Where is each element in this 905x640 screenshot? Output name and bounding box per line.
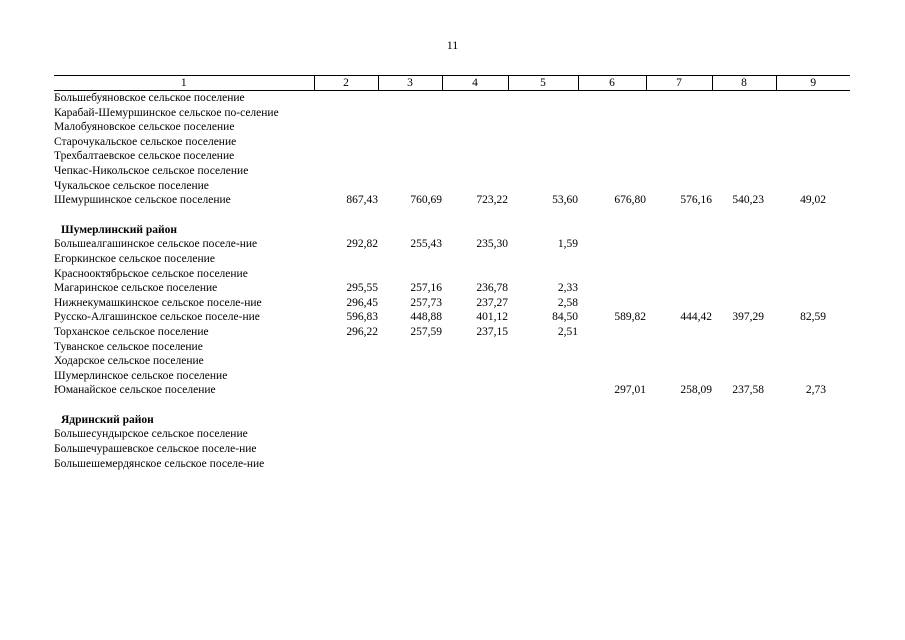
value-cell-col-2 bbox=[314, 135, 378, 150]
value-cell-col-5 bbox=[508, 135, 578, 150]
value-cell-col-4: 723,22 bbox=[476, 194, 508, 207]
table-row bbox=[54, 120, 850, 135]
value-cell-col-2 bbox=[314, 354, 378, 369]
value-cell-col-3 bbox=[378, 442, 442, 457]
value-cell-col-3 bbox=[378, 135, 442, 150]
table-row bbox=[54, 442, 850, 457]
value-cell-col-8: 397,29 bbox=[732, 311, 764, 324]
value-cell-col-8 bbox=[712, 354, 776, 369]
settlement-name: Торханское сельское поселение bbox=[54, 325, 209, 338]
value-cell-col-7 bbox=[646, 325, 712, 340]
value-cell-col-8 bbox=[712, 106, 776, 121]
value-cell-col-4 bbox=[442, 354, 508, 369]
value-cell-col-5 bbox=[508, 369, 578, 384]
table-row bbox=[54, 91, 850, 106]
value-cell-col-8 bbox=[712, 457, 776, 472]
value-cell-col-2: 292,82 bbox=[346, 238, 378, 251]
value-cell-col-8 bbox=[712, 164, 776, 179]
value-cell-col-9 bbox=[776, 135, 850, 150]
table-row bbox=[54, 383, 850, 398]
value-cell-col-9 bbox=[776, 179, 850, 194]
district-heading-row bbox=[54, 208, 850, 238]
value-cell-col-9 bbox=[776, 354, 850, 369]
value-cell-col-9 bbox=[776, 237, 850, 252]
value-cell-col-5 bbox=[508, 442, 578, 457]
value-cell-col-9 bbox=[776, 91, 850, 106]
value-cell-col-9 bbox=[776, 164, 850, 179]
value-cell-col-7: 444,42 bbox=[680, 311, 712, 324]
value-cell-col-5 bbox=[508, 457, 578, 472]
value-cell-col-3 bbox=[378, 106, 442, 121]
value-cell-col-6 bbox=[578, 296, 646, 311]
table-row bbox=[54, 354, 850, 369]
value-cell-col-5 bbox=[508, 427, 578, 442]
value-cell-col-4 bbox=[442, 252, 508, 267]
value-cell-col-3 bbox=[378, 149, 442, 164]
value-cell-col-5 bbox=[508, 252, 578, 267]
value-cell-col-5 bbox=[508, 340, 578, 355]
settlement-name: Чепкас-Никольское сельское поселение bbox=[54, 164, 249, 177]
value-cell-col-4 bbox=[442, 369, 508, 384]
value-cell-col-4 bbox=[442, 179, 508, 194]
value-cell-col-3: 257,73 bbox=[410, 296, 442, 309]
settlement-name: Ходарское сельское поселение bbox=[54, 355, 204, 368]
value-cell-col-5 bbox=[508, 91, 578, 106]
value-cell-col-2 bbox=[314, 267, 378, 282]
value-cell-col-4 bbox=[442, 383, 508, 398]
value-cell-col-9 bbox=[776, 106, 850, 121]
value-cell-col-2: 296,22 bbox=[346, 325, 378, 338]
value-cell-col-8 bbox=[712, 179, 776, 194]
value-cell-col-6: 297,01 bbox=[614, 384, 646, 397]
settlement-name: Чукальское сельское поселение bbox=[54, 179, 209, 192]
value-cell-col-7 bbox=[646, 149, 712, 164]
column-header-9: 9 bbox=[776, 76, 850, 91]
value-cell-col-6 bbox=[578, 120, 646, 135]
value-cell-col-8 bbox=[712, 149, 776, 164]
value-cell-col-3 bbox=[378, 369, 442, 384]
value-cell-col-6 bbox=[578, 252, 646, 267]
table-body bbox=[54, 91, 850, 472]
settlement-name: Юманайское сельское поселение bbox=[54, 384, 216, 397]
value-cell-col-4: 237,27 bbox=[476, 296, 508, 309]
value-cell-col-4 bbox=[442, 427, 508, 442]
value-cell-col-3: 257,59 bbox=[410, 325, 442, 338]
table-row bbox=[54, 325, 850, 340]
value-cell-col-3 bbox=[378, 91, 442, 106]
value-cell-col-7 bbox=[646, 179, 712, 194]
settlement-name: Малобуяновское сельское поселение bbox=[54, 121, 235, 134]
value-cell-col-2 bbox=[314, 427, 378, 442]
table-row bbox=[54, 281, 850, 296]
settlement-name: Краснооктябрьское сельское поселение bbox=[54, 267, 248, 280]
table-row bbox=[54, 267, 850, 282]
value-cell-col-8 bbox=[712, 237, 776, 252]
column-header-1: 1 bbox=[54, 76, 314, 91]
value-cell-col-6 bbox=[578, 106, 646, 121]
value-cell-col-2: 596,83 bbox=[346, 311, 378, 324]
table-row bbox=[54, 310, 850, 325]
value-cell-col-8 bbox=[712, 135, 776, 150]
value-cell-col-4: 401,12 bbox=[476, 311, 508, 324]
value-cell-col-6 bbox=[578, 354, 646, 369]
table-row bbox=[54, 296, 850, 311]
value-cell-col-9 bbox=[776, 340, 850, 355]
value-cell-col-2 bbox=[314, 442, 378, 457]
value-cell-col-6 bbox=[578, 427, 646, 442]
table-row bbox=[54, 179, 850, 194]
value-cell-col-5: 53,60 bbox=[552, 194, 578, 207]
value-cell-col-8: 237,58 bbox=[732, 384, 764, 397]
value-cell-col-9 bbox=[776, 296, 850, 311]
settlement-name: Туванское сельское поселение bbox=[54, 340, 203, 353]
value-cell-col-6 bbox=[578, 369, 646, 384]
table-row bbox=[54, 149, 850, 164]
value-cell-col-5: 2,51 bbox=[557, 325, 578, 338]
value-cell-col-8 bbox=[712, 369, 776, 384]
value-cell-col-7 bbox=[646, 281, 712, 296]
column-header-4: 4 bbox=[442, 76, 508, 91]
value-cell-col-5 bbox=[508, 164, 578, 179]
value-cell-col-6 bbox=[578, 91, 646, 106]
value-cell-col-9 bbox=[776, 267, 850, 282]
table-row bbox=[54, 237, 850, 252]
value-cell-col-9 bbox=[776, 281, 850, 296]
value-cell-col-2 bbox=[314, 383, 378, 398]
value-cell-col-6 bbox=[578, 179, 646, 194]
value-cell-col-8 bbox=[712, 340, 776, 355]
value-cell-col-6 bbox=[578, 237, 646, 252]
settlement-name: Шумерлинское сельское поселение bbox=[54, 369, 228, 382]
value-cell-col-3 bbox=[378, 340, 442, 355]
value-cell-col-7 bbox=[646, 237, 712, 252]
value-cell-col-7 bbox=[646, 164, 712, 179]
value-cell-col-5 bbox=[508, 106, 578, 121]
settlement-name: Большешемердянское сельское поселе-ние bbox=[54, 457, 265, 470]
settlement-name: Карабай-Шемуршинское сельское по-селение bbox=[54, 106, 279, 119]
value-cell-col-9: 2,73 bbox=[805, 384, 826, 397]
value-cell-col-4: 237,15 bbox=[476, 325, 508, 338]
header-row bbox=[54, 76, 850, 91]
value-cell-col-6: 676,80 bbox=[614, 194, 646, 207]
value-cell-col-3: 448,88 bbox=[410, 311, 442, 324]
value-cell-col-6 bbox=[578, 149, 646, 164]
value-cell-col-7 bbox=[646, 340, 712, 355]
table-row bbox=[54, 252, 850, 267]
value-cell-col-3 bbox=[378, 267, 442, 282]
value-cell-col-7 bbox=[646, 296, 712, 311]
value-cell-col-7 bbox=[646, 457, 712, 472]
settlement-name: Нижнекумашкинское сельское поселе-ние bbox=[54, 296, 262, 309]
value-cell-col-9 bbox=[776, 442, 850, 457]
settlement-name: Большеалгашинское сельское поселе-ние bbox=[54, 238, 258, 251]
table-row bbox=[54, 164, 850, 179]
column-header-7: 7 bbox=[646, 76, 712, 91]
value-cell-col-4 bbox=[442, 135, 508, 150]
value-cell-col-6 bbox=[578, 340, 646, 355]
value-cell-col-6 bbox=[578, 281, 646, 296]
value-cell-col-4: 236,78 bbox=[476, 282, 508, 295]
value-cell-col-9 bbox=[776, 369, 850, 384]
value-cell-col-7 bbox=[646, 354, 712, 369]
table-row bbox=[54, 457, 850, 472]
value-cell-col-2 bbox=[314, 164, 378, 179]
column-header-8: 8 bbox=[712, 76, 776, 91]
value-cell-col-5 bbox=[508, 267, 578, 282]
value-cell-col-9 bbox=[776, 149, 850, 164]
district-heading-row bbox=[54, 398, 850, 428]
settlement-name: Большечурашевское сельское поселе-ние bbox=[54, 443, 257, 456]
value-cell-col-7 bbox=[646, 267, 712, 282]
value-cell-col-7 bbox=[646, 369, 712, 384]
value-cell-col-3: 255,43 bbox=[410, 238, 442, 251]
value-cell-col-2: 295,55 bbox=[346, 282, 378, 295]
value-cell-col-3 bbox=[378, 383, 442, 398]
value-cell-col-2: 867,43 bbox=[346, 194, 378, 207]
value-cell-col-9 bbox=[776, 457, 850, 472]
value-cell-col-2 bbox=[314, 457, 378, 472]
value-cell-col-3 bbox=[378, 179, 442, 194]
district-name: Шумерлинский район bbox=[61, 223, 177, 236]
value-cell-col-7: 576,16 bbox=[680, 194, 712, 207]
value-cell-col-4: 235,30 bbox=[476, 238, 508, 251]
value-cell-col-3 bbox=[378, 164, 442, 179]
value-cell-col-3 bbox=[378, 354, 442, 369]
value-cell-col-5: 84,50 bbox=[552, 311, 578, 324]
column-header-5: 5 bbox=[508, 76, 578, 91]
value-cell-col-7 bbox=[646, 106, 712, 121]
value-cell-col-8 bbox=[712, 281, 776, 296]
value-cell-col-8 bbox=[712, 442, 776, 457]
value-cell-col-5 bbox=[508, 179, 578, 194]
value-cell-col-2 bbox=[314, 149, 378, 164]
value-cell-col-4 bbox=[442, 149, 508, 164]
table-header bbox=[54, 76, 850, 91]
value-cell-col-3: 257,16 bbox=[410, 282, 442, 295]
value-cell-col-6 bbox=[578, 325, 646, 340]
value-cell-col-8 bbox=[712, 296, 776, 311]
value-cell-col-2 bbox=[314, 369, 378, 384]
value-cell-col-9 bbox=[776, 120, 850, 135]
table-row bbox=[54, 369, 850, 384]
value-cell-col-6 bbox=[578, 135, 646, 150]
value-cell-col-8 bbox=[712, 91, 776, 106]
value-cell-col-4 bbox=[442, 164, 508, 179]
value-cell-col-3 bbox=[378, 457, 442, 472]
value-cell-col-8 bbox=[712, 427, 776, 442]
district-name: Ядринский район bbox=[61, 413, 154, 426]
column-header-2: 2 bbox=[314, 76, 378, 91]
value-cell-col-2 bbox=[314, 91, 378, 106]
value-cell-col-9 bbox=[776, 252, 850, 267]
value-cell-col-2 bbox=[314, 252, 378, 267]
table-row bbox=[54, 106, 850, 121]
value-cell-col-5: 1,59 bbox=[557, 238, 578, 251]
value-cell-col-7: 258,09 bbox=[680, 384, 712, 397]
settlement-name: Русско-Алгашинское сельское поселе-ние bbox=[54, 311, 260, 324]
settlement-name: Большебуяновское сельское поселение bbox=[54, 92, 245, 104]
value-cell-col-5 bbox=[508, 354, 578, 369]
value-cell-col-7 bbox=[646, 135, 712, 150]
value-cell-col-9: 49,02 bbox=[800, 194, 826, 207]
value-cell-col-7 bbox=[646, 91, 712, 106]
value-cell-col-3 bbox=[378, 120, 442, 135]
table-row bbox=[54, 340, 850, 355]
table-row bbox=[54, 135, 850, 150]
value-cell-col-3: 760,69 bbox=[410, 194, 442, 207]
value-cell-col-4 bbox=[442, 267, 508, 282]
value-cell-col-6 bbox=[578, 267, 646, 282]
settlement-name: Егоркинское сельское поселение bbox=[54, 252, 215, 265]
value-cell-col-4 bbox=[442, 340, 508, 355]
value-cell-col-3 bbox=[378, 252, 442, 267]
value-cell-col-6 bbox=[578, 442, 646, 457]
data-table bbox=[54, 75, 850, 471]
value-cell-col-4 bbox=[442, 457, 508, 472]
value-cell-col-8 bbox=[712, 120, 776, 135]
value-cell-col-6 bbox=[578, 457, 646, 472]
value-cell-col-5 bbox=[508, 383, 578, 398]
column-header-6: 6 bbox=[578, 76, 646, 91]
settlement-name: Большесундырское сельское поселение bbox=[54, 428, 248, 441]
value-cell-col-8 bbox=[712, 325, 776, 340]
value-cell-col-9 bbox=[776, 325, 850, 340]
value-cell-col-7 bbox=[646, 252, 712, 267]
value-cell-col-7 bbox=[646, 442, 712, 457]
settlement-name: Трехбалтаевское сельское поселение bbox=[54, 150, 235, 163]
value-cell-col-4 bbox=[442, 106, 508, 121]
value-cell-col-5 bbox=[508, 120, 578, 135]
value-cell-col-6: 589,82 bbox=[614, 311, 646, 324]
value-cell-col-6 bbox=[578, 164, 646, 179]
value-cell-col-8 bbox=[712, 267, 776, 282]
value-cell-col-5: 2,58 bbox=[557, 296, 578, 309]
value-cell-col-4 bbox=[442, 120, 508, 135]
value-cell-col-2 bbox=[314, 106, 378, 121]
value-cell-col-8 bbox=[712, 252, 776, 267]
value-cell-col-8: 540,23 bbox=[732, 194, 764, 207]
value-cell-col-4 bbox=[442, 442, 508, 457]
value-cell-col-5 bbox=[508, 149, 578, 164]
value-cell-col-2: 296,45 bbox=[346, 296, 378, 309]
value-cell-col-2 bbox=[314, 340, 378, 355]
table-row bbox=[54, 193, 850, 208]
settlement-name: Старочукальское сельское поселение bbox=[54, 135, 237, 148]
settlement-name: Магаринское сельское поселение bbox=[54, 282, 218, 295]
value-cell-col-9: 82,59 bbox=[800, 311, 826, 324]
value-cell-col-7 bbox=[646, 427, 712, 442]
value-cell-col-4 bbox=[442, 91, 508, 106]
column-header-3: 3 bbox=[378, 76, 442, 91]
value-cell-col-2 bbox=[314, 179, 378, 194]
page-number: 11 bbox=[446, 38, 459, 52]
value-cell-col-2 bbox=[314, 120, 378, 135]
value-cell-col-7 bbox=[646, 120, 712, 135]
settlement-name: Шемуршинское сельское поселение bbox=[54, 194, 231, 207]
table-row bbox=[54, 427, 850, 442]
value-cell-col-9 bbox=[776, 427, 850, 442]
value-cell-col-5: 2,33 bbox=[557, 282, 578, 295]
value-cell-col-3 bbox=[378, 427, 442, 442]
